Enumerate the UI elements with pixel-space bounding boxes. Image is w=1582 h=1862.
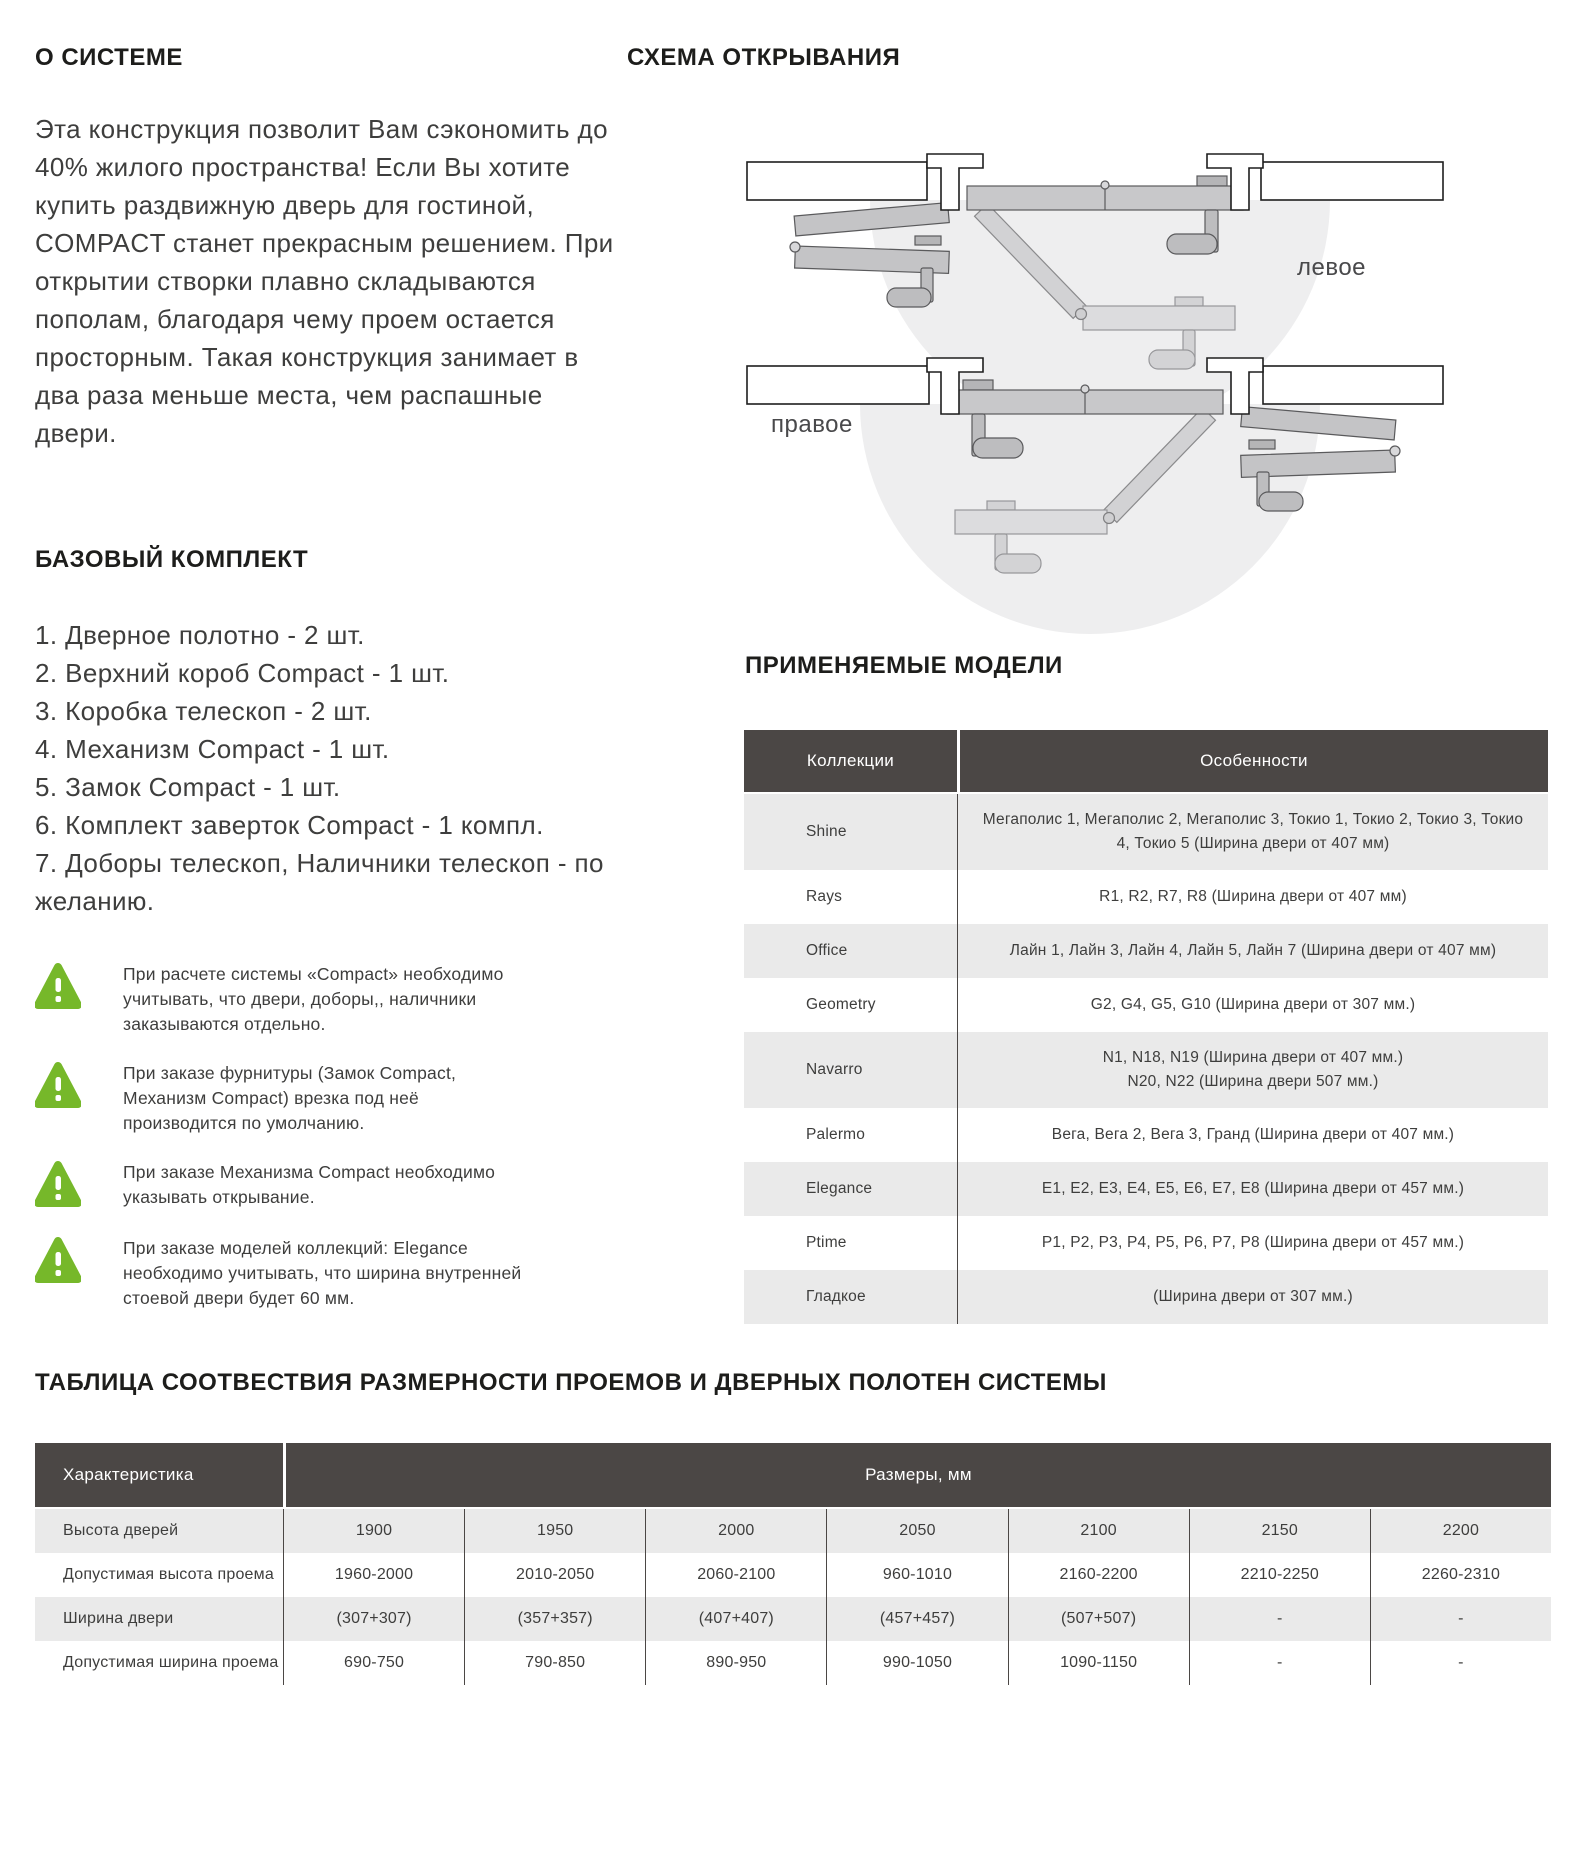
- opening-diagrams: [627, 80, 1551, 640]
- size-value: 1950: [464, 1509, 645, 1553]
- column-header: Особенности: [957, 730, 1548, 794]
- size-value: 2010-2050: [464, 1553, 645, 1597]
- two-column-layout: [35, 44, 1551, 1335]
- about-heading: О СИСТЕМЕ: [35, 44, 183, 71]
- size-value: -: [1189, 1597, 1370, 1641]
- list-item: 6. Комплект заверток Compact - 1 компл.: [35, 810, 544, 840]
- size-value: (457+457): [826, 1597, 1007, 1641]
- size-value: 2060-2100: [645, 1553, 826, 1597]
- column-header: Размеры, мм: [283, 1443, 1551, 1509]
- size-value: 790-850: [464, 1641, 645, 1685]
- warning-item: [35, 1160, 620, 1212]
- collection-name: Ptime: [806, 1234, 847, 1251]
- warning-item: [35, 962, 620, 1037]
- table-row: [744, 1270, 1548, 1324]
- collection-features: (Ширина двери от 307 мм.): [1153, 1288, 1353, 1305]
- left-column: [35, 44, 620, 1335]
- warning-icon: [35, 962, 81, 1014]
- table-row: [744, 1032, 1548, 1108]
- warning-item: [35, 1061, 620, 1136]
- size-value: 2000: [645, 1509, 826, 1553]
- size-value: -: [1370, 1641, 1551, 1685]
- table-row: [744, 978, 1548, 1032]
- collection-name: Elegance: [744, 1162, 957, 1216]
- warning-item: [35, 1236, 620, 1311]
- row-label: Высота дверей: [35, 1509, 283, 1553]
- size-value: 2160-2200: [1008, 1553, 1189, 1597]
- right-column: [627, 44, 1551, 1324]
- size-value: 2200: [1370, 1509, 1551, 1553]
- collection-features: P1, P2, P3, P4, P5, P6, P7, P8 (Ширина двери от 457 мм.): [1041, 1234, 1465, 1251]
- size-value: 890-950: [645, 1641, 826, 1685]
- row-label: Допустимая высота проема: [63, 1566, 274, 1583]
- column-header: Характеристика: [35, 1443, 283, 1509]
- table-row: [35, 1553, 1551, 1597]
- kit-heading: БАЗОВЫЙ КОМПЛЕКТ: [35, 546, 309, 573]
- size-value: 690-750: [283, 1641, 464, 1685]
- collection-features: Лайн 1, Лайн 3, Лайн 4, Лайн 5, Лайн 7 (Ширина двери от 407 мм): [1009, 942, 1497, 959]
- size-value: -: [1370, 1597, 1551, 1641]
- list-item: 3. Коробка телескоп - 2 шт.: [35, 696, 372, 726]
- table-row: [35, 1641, 1551, 1685]
- size-value: -: [1189, 1641, 1370, 1685]
- row-label: Ширина двери: [35, 1597, 283, 1641]
- list-item: 2. Верхний короб Compact - 1 шт.: [35, 658, 450, 688]
- size-value: 1900: [283, 1509, 464, 1553]
- collection-features: E1, E2, E3, E4, E5, E6, E7, E8 (Ширина двери от 457 мм.): [1041, 1180, 1465, 1197]
- collection-name: Shine: [744, 794, 957, 870]
- about-text: Эта конструкция позволит Вам сэкономить до 40% жилого пространства! Если Вы хотите купить раздвижную дверь для гостиной, COMPACT станет прекрасным решением. При открытии створки плавно складываются пополам, благодаря чему проем остается просторным. Такая конструкция занимает в два раза меньше места, чем распашные двери.: [35, 114, 614, 448]
- size-value: 2050: [826, 1509, 1007, 1553]
- size-value: 2210-2250: [1189, 1553, 1370, 1597]
- table-row: [744, 794, 1548, 870]
- kit-list: [35, 616, 620, 920]
- table-row: [744, 870, 1548, 924]
- warning-text: При заказе Механизма Compact необходимо указывать открывание.: [123, 1162, 496, 1207]
- collection-name: Гладкое: [744, 1270, 957, 1324]
- warning-text: При расчете системы «Compact» необходимо учитывать, что двери, доборы,, наличники заказываются отдельно.: [123, 964, 504, 1034]
- list-item: 4. Механизм Compact - 1 шт.: [35, 734, 390, 764]
- models-heading: ПРИМЕНЯЕМЫЕ МОДЕЛИ: [745, 652, 1063, 679]
- table-row: [744, 1216, 1548, 1270]
- table-header-row: [744, 730, 1548, 794]
- list-item: 7. Доборы телескоп, Наличники телескоп - по желанию.: [35, 848, 604, 916]
- column-header: Коллекции: [744, 730, 957, 794]
- table-row: [744, 924, 1548, 978]
- warning-icon: [35, 1061, 81, 1113]
- sizes-heading: ТАБЛИЦА СООТВЕСТВИЯ РАЗМЕРНОСТИ ПРОЕМОВ И ДВЕРНЫХ ПОЛОТЕН СИСТЕМЫ: [35, 1369, 1107, 1396]
- models-table: [744, 730, 1548, 1324]
- door-mechanism-graphic-mirrored: [747, 358, 1443, 634]
- collection-name: Palermo: [806, 1126, 866, 1143]
- collection-name: Office: [744, 924, 957, 978]
- table-row: [744, 1162, 1548, 1216]
- collection-name: Geometry: [806, 996, 876, 1013]
- size-value: (507+507): [1008, 1597, 1189, 1641]
- warnings-list: [35, 962, 620, 1311]
- warning-text: При заказе фурнитуры (Замок Compact, Механизм Compact) врезка под неё производится по умолчанию.: [123, 1063, 457, 1133]
- size-value: 2260-2310: [1370, 1553, 1551, 1597]
- table-row: [35, 1509, 1551, 1553]
- size-value: 960-1010: [826, 1553, 1007, 1597]
- collection-name: Rays: [806, 888, 843, 905]
- row-label: Допустимая ширина проема: [63, 1654, 279, 1671]
- diagram-label-right: правое: [771, 411, 853, 438]
- size-value: 1960-2000: [283, 1553, 464, 1597]
- collection-features: N1, N18, N19 (Ширина двери от 407 мм.): [1102, 1049, 1404, 1066]
- table-row: [744, 1108, 1548, 1162]
- size-value: (307+307): [283, 1597, 464, 1641]
- scheme-heading: СХЕМА ОТКРЫВАНИЯ: [627, 44, 901, 71]
- collection-features: R1, R2, R7, R8 (Ширина двери от 407 мм): [1099, 888, 1407, 905]
- collection-features: Мегаполис 1, Мегаполис 2, Мегаполис 3, Токио 1, Токио 2, Токио 3, Токио 4, Токио 5 (Ширина двери от 407 мм): [982, 811, 1524, 852]
- table-row: [35, 1597, 1551, 1641]
- collection-name: Navarro: [744, 1032, 957, 1108]
- collection-features: Вега, Вега 2, Вега 3, Гранд (Ширина двери от 407 мм.): [1051, 1126, 1455, 1143]
- size-value: 2100: [1008, 1509, 1189, 1553]
- warning-icon: [35, 1160, 81, 1212]
- collection-features: N20, N22 (Ширина двери 507 мм.): [1127, 1073, 1379, 1090]
- size-value: 1090-1150: [1008, 1641, 1189, 1685]
- list-item: 5. Замок Compact - 1 шт.: [35, 772, 341, 802]
- size-value: (357+357): [464, 1597, 645, 1641]
- table-header-row: [35, 1443, 1551, 1509]
- size-value: (407+407): [645, 1597, 826, 1641]
- size-value: 990-1050: [826, 1641, 1007, 1685]
- diagram-label-left: левое: [1297, 254, 1367, 281]
- collection-features: G2, G4, G5, G10 (Ширина двери от 307 мм.): [1090, 996, 1416, 1013]
- warning-text: При заказе моделей коллекций: Elegance необходимо учитывать, что ширина внутренней стоевой двери будет 60 мм.: [123, 1238, 522, 1308]
- list-item: 1. Дверное полотно - 2 шт.: [35, 620, 365, 650]
- sizes-table: [35, 1443, 1551, 1685]
- size-value: 2150: [1189, 1509, 1370, 1553]
- warning-icon: [35, 1236, 81, 1288]
- right-opening-diagram: [745, 314, 1445, 634]
